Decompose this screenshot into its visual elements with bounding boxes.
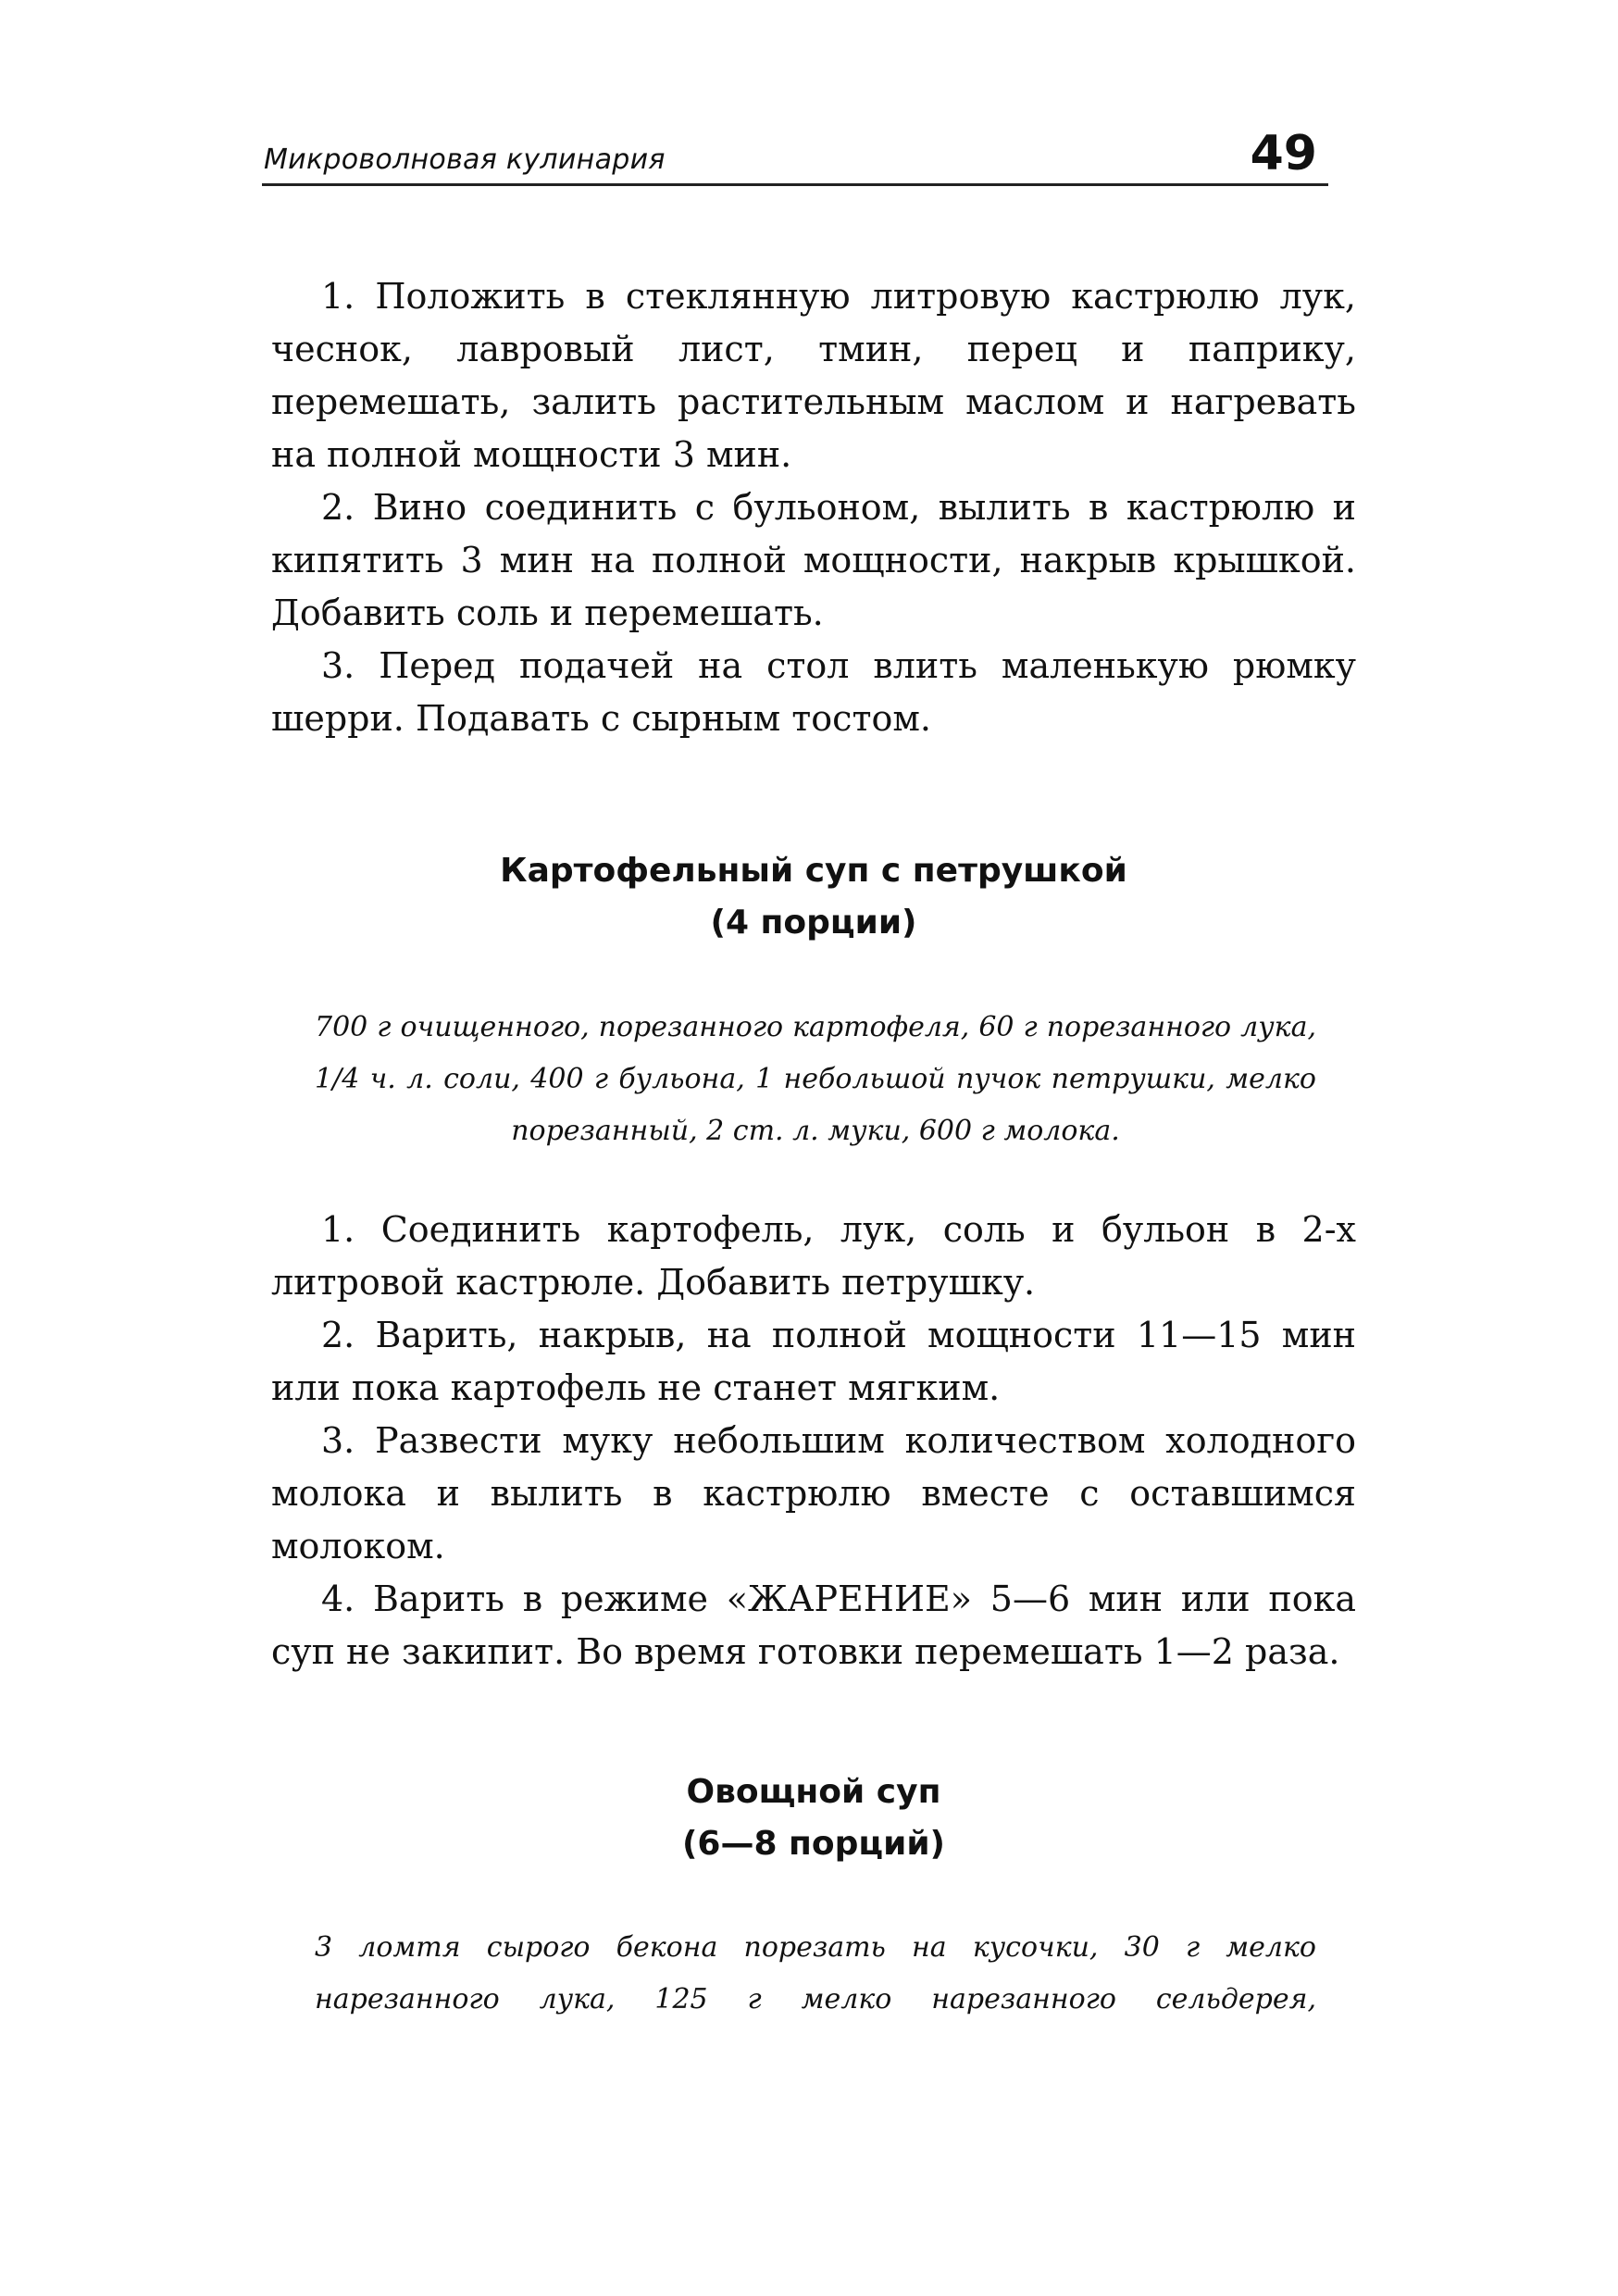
step-paragraph: 1. Положить в стеклянную литровую кастрюлю лук, чеснок, лавровый лист, тмин, перец и паприку, перемешать, залить растительным маслом и нагревать на полной мощности 3 мин.: [271, 276, 1356, 475]
recipe-title-text: Картофельный суп с петрушкой: [500, 852, 1127, 890]
ingredients-vegetable-soup: 3 ломтя сырого бекона порезать на кусочки, 30 г мелко нарезанного лука, 125 г мелко нарезанного сельдерея,: [315, 1931, 1316, 2015]
step-paragraph: 2. Вино соединить с бульоном, вылить в кастрюлю и кипятить 3 мин на полной мощности, накрыв крышкой. Добавить соль и перемешать.: [271, 487, 1356, 633]
step-paragraph: 3. Перед подачей на стол влить маленькую рюмку шерри. Подавать с сырным тостом.: [271, 645, 1356, 739]
recipe-title-vegetable-soup: [271, 1766, 1356, 1870]
ingredients-potato-soup: 700 г очищенного, порезанного картофеля, 60 г порезанного лука, 1/4 ч. л. соли, 400 г бульона, 1 небольшой пучок петрушки, мелко порезанный, 2 ст. л. муки, 600 г молока.: [315, 1011, 1316, 1147]
step-paragraph: 4. Варить в режиме «ЖАРЕНИЕ» 5—6 мин или пока суп не закипит. Во время готовки перемешать 1—2 раза.: [271, 1578, 1356, 1672]
recipe-servings: (6—8 порций): [681, 1825, 946, 1863]
step-paragraph: 2. Варить, накрыв, на полной мощности 11—15 мин или пока картофель не станет мягким.: [271, 1315, 1356, 1408]
step-paragraph: 1. Соединить картофель, лук, соль и бульон в 2-х литровой кастрюле. Добавить петрушку.: [271, 1209, 1356, 1303]
running-title: Микроволновая кулинария: [264, 144, 666, 176]
page-number: 49: [1250, 126, 1317, 181]
previous-recipe-steps: [271, 270, 1356, 745]
recipe-title-potato-soup: [271, 845, 1356, 949]
recipe-title-text: Овощной суп: [686, 1773, 941, 1811]
running-header: [262, 111, 1328, 186]
step-paragraph: 3. Развести муку небольшим количеством холодного молока и вылить в кастрюлю вместе с оставшимся молоком.: [271, 1420, 1356, 1566]
recipe-servings: (4 порции): [710, 904, 917, 942]
potato-soup-steps: [271, 1204, 1356, 1678]
